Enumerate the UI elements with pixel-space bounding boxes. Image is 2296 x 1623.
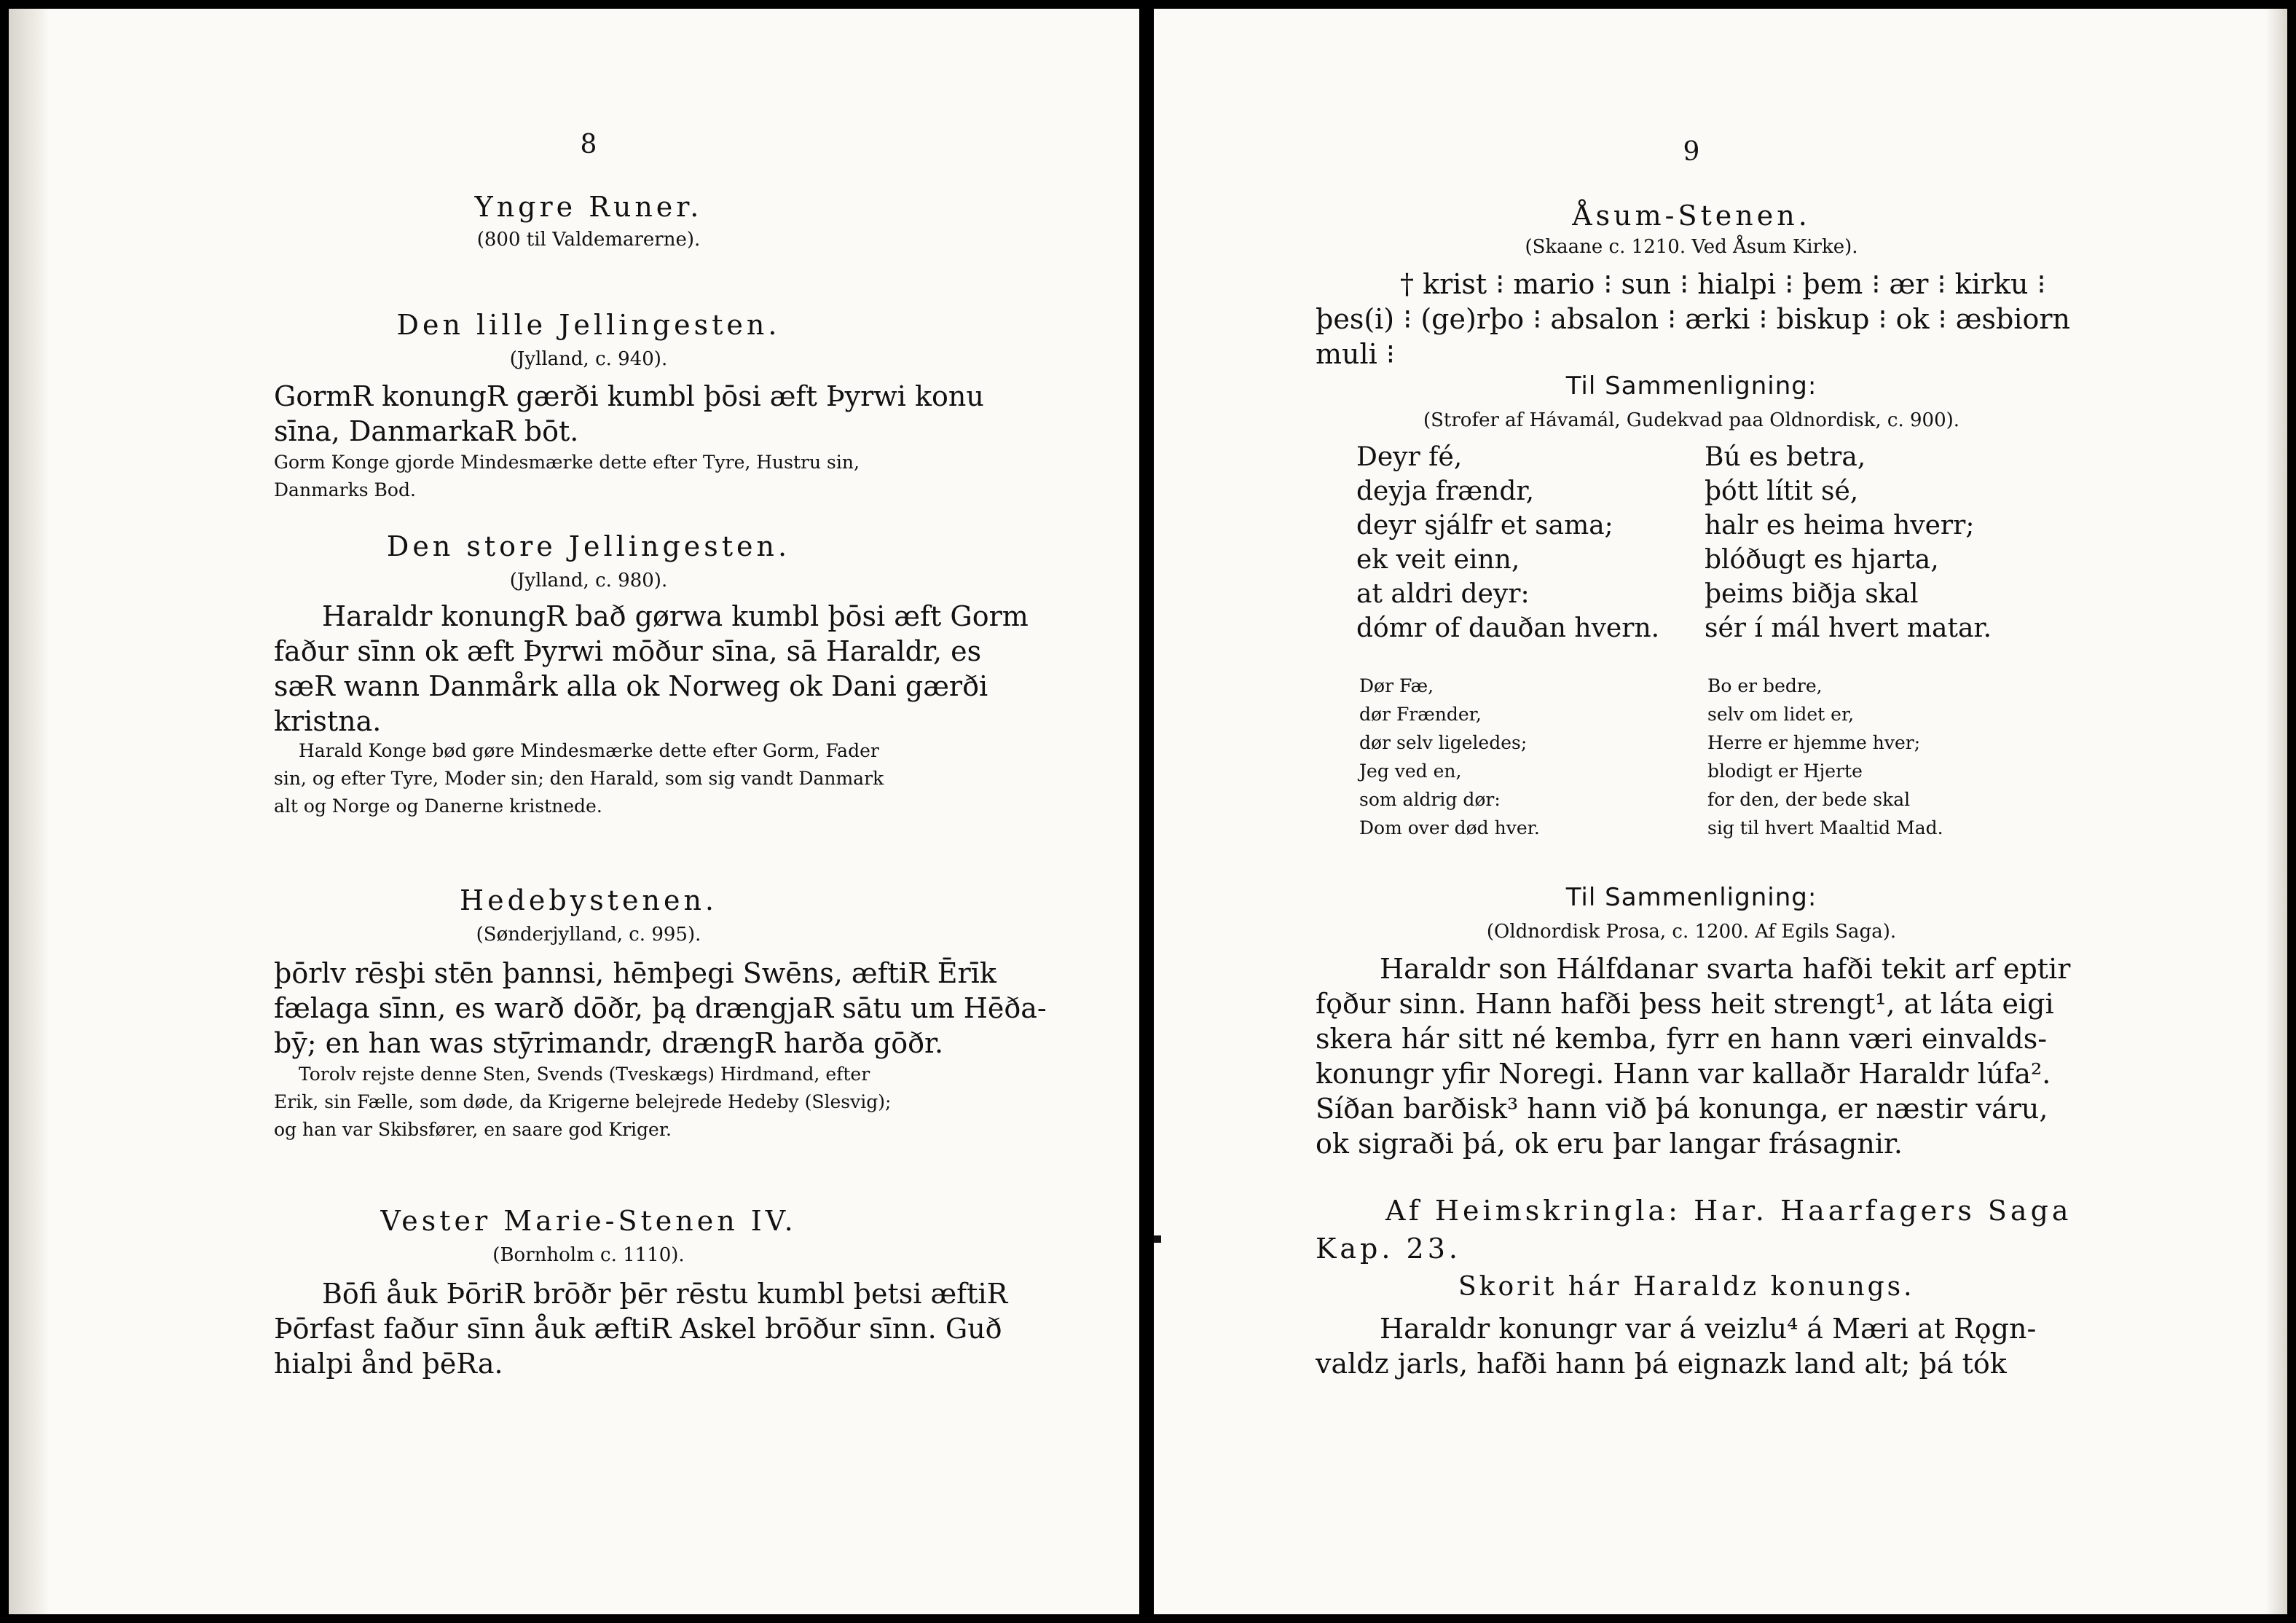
- text-line: fælaga sīnn, es warð dōðr, þą drængjaR sātu um Hēða-: [274, 992, 1047, 1024]
- verse-line: Dom over død hver.: [1359, 817, 1540, 838]
- scan-mark: [1154, 1235, 1161, 1243]
- danish-translation: [274, 449, 991, 504]
- verse-line: selv om lidet er,: [1707, 704, 1855, 725]
- prose-text: [1316, 986, 2139, 1161]
- section-subtitle: (Jylland, c. 980).: [509, 570, 668, 592]
- text-line: Torolv rejste denne Sten, Svends (Tveskægs) Hirdmand, efter: [299, 1064, 870, 1085]
- page-edge-shadow: [2265, 9, 2287, 1614]
- text-line: muli ⁝: [1316, 338, 1395, 370]
- chapter-subtitle: (800 til Valdemarerne).: [476, 229, 701, 251]
- text-line: ok sigraði þá, ok eru þar langar frásagnir.: [1316, 1128, 1903, 1160]
- verse-line: blodigt er Hjerte: [1707, 761, 1863, 782]
- runic-transliteration: [1400, 267, 2139, 302]
- danish-translation: [274, 765, 991, 820]
- prose-text: [1380, 1311, 2139, 1346]
- verse-line: þeims biðja skal: [1705, 579, 1919, 609]
- text-line: Haraldr son Hálfdanar svarta hafði tekit arf eptir: [1380, 953, 2071, 985]
- heading: Kap. 23.: [1316, 1233, 1461, 1265]
- verse-line: for den, der bede skal: [1707, 789, 1911, 810]
- text-line: sīna, DanmarkaR bōt.: [274, 415, 579, 447]
- text-line: kristna.: [274, 705, 382, 737]
- section-title: Åsum-Stenen.: [1572, 200, 1811, 232]
- verse-line: þótt lítit sé,: [1705, 476, 1859, 506]
- heading: Af Heimskringla: Har. Haarfagers Saga: [1385, 1195, 2072, 1227]
- runic-transliteration: [274, 956, 1047, 1061]
- verse-line: dør selv ligeledes;: [1359, 732, 1528, 753]
- verse-line: Bo er bedre,: [1707, 675, 1823, 696]
- text-line: Harald Konge bød gøre Mindesmærke dette efter Gorm, Fader: [299, 740, 879, 761]
- section-subtitle: (Sønderjylland, c. 995).: [476, 924, 701, 946]
- prose-text: [1316, 1346, 2139, 1381]
- right-page: [1154, 9, 2287, 1614]
- verse-line: sig til hvert Maaltid Mad.: [1707, 817, 1943, 838]
- verse-line: Dør Fæ,: [1359, 675, 1434, 696]
- section-title: Den lille Jellingesten.: [396, 309, 781, 341]
- text-line: Bōfi åuk ÞōriR brōðr þēr rēstu kumbl þetsi æftiR: [322, 1278, 1008, 1310]
- text-line: alt og Norge og Danerne kristnede.: [274, 795, 602, 817]
- text-line: sæR wann Danmårk alla ok Norweg ok Dani gærði: [274, 670, 988, 702]
- text-line: Haraldr konungR bað gørwa kumbl þōsi æft Gorm: [322, 600, 1029, 632]
- text-line: GormR konungR gærði kumbl þōsi æft Þyrwi konu: [274, 380, 984, 412]
- text-line: faður sīnn ok æft Þyrwi mōður sīna, sā Haraldr, es: [274, 635, 982, 667]
- runic-transliteration: [322, 599, 1029, 634]
- verse-line: ek veit einn,: [1356, 545, 1520, 575]
- section-subtitle: (Oldnordisk Prosa, c. 1200. Af Egils Saga).: [1486, 921, 1897, 943]
- runic-transliteration: [274, 379, 991, 449]
- section-subtitle: (Jylland, c. 940).: [509, 348, 668, 370]
- left-page: [9, 9, 1139, 1614]
- text-line: fǫður sinn. Hann hafði þess heit strengt¹, at láta eigi: [1316, 988, 2054, 1020]
- text-line: Þōrfast faður sīnn åuk æftiR Askel brōður sīnn. Guð: [274, 1313, 1002, 1345]
- verse-line: dør Frænder,: [1359, 704, 1482, 725]
- verse-line: Herre er hjemme hver;: [1707, 732, 1921, 753]
- prose-text: [1380, 951, 2139, 986]
- text-line: og han var Skibsfører, en saare god Kriger.: [274, 1119, 672, 1140]
- text-line: þes(i) ⁝ (ge)rþo ⁝ absalon ⁝ ærki ⁝ biskup ⁝ ok ⁝ æsbiorn: [1316, 303, 2071, 335]
- verse-translation-left: [1359, 672, 1540, 842]
- text-line: Síðan barðisk³ hann við þá konunga, er næstir váru,: [1316, 1093, 2048, 1125]
- text-line: skera hár sitt né kemba, fyrr en hann væri einvalds-: [1316, 1023, 2048, 1055]
- text-line: Danmarks Bod.: [274, 479, 416, 500]
- text-line: Erik, sin Fælle, som døde, da Krigerne belejrede Hedeby (Slesvig);: [274, 1091, 892, 1112]
- text-line: sin, og efter Tyre, Moder sin; den Harald, som sig vandt Danmark: [274, 768, 884, 789]
- verse-line: at aldri deyr:: [1356, 579, 1530, 609]
- page-number: 9: [1683, 137, 1700, 167]
- verse-line: deyr sjálfr et sama;: [1356, 511, 1613, 541]
- runic-transliteration: [1316, 302, 2139, 372]
- verse-line: dómr of dauðan hvern.: [1356, 613, 1660, 643]
- verse-translation-right: [1707, 672, 1943, 842]
- verse-line: Deyr fé,: [1356, 442, 1463, 472]
- section-subtitle: (Skaane c. 1210. Ved Åsum Kirke).: [1525, 236, 1858, 258]
- text-line: bȳ; en han was stȳrimandr, drængR harða gōðr.: [274, 1027, 944, 1059]
- subheading: Skorit hár Haraldz konungs.: [1458, 1272, 1915, 1302]
- verse-column-right: [1705, 440, 1992, 645]
- page-number: 8: [580, 130, 597, 160]
- verse-line: sér í mál hvert matar.: [1705, 613, 1992, 643]
- text-line: Haraldr konungr var á veizlu⁴ á Mæri at Rǫgn-: [1380, 1313, 2037, 1345]
- runic-transliteration: [274, 634, 991, 739]
- chapter-title: Yngre Runer.: [474, 191, 703, 223]
- text-line: Gorm Konge gjorde Mindesmærke dette efter Tyre, Hustru sin,: [274, 452, 860, 473]
- verse-line: som aldrig dør:: [1359, 789, 1501, 810]
- text-line: þōrlv rēsþi stēn þannsi, hēmþegi Swēns, æftiR Ērīk: [274, 957, 996, 989]
- verse-line: Jeg ved en,: [1359, 761, 1462, 782]
- section-title: Til Sammenligning:: [1565, 883, 1817, 912]
- danish-translation: [274, 1088, 991, 1144]
- danish-translation: [299, 1061, 991, 1088]
- text-line: valdz jarls, hafði hann þá eignazk land alt; þá tók: [1316, 1348, 2007, 1380]
- verse-line: blóðugt es hjarta,: [1705, 545, 1939, 575]
- section-subtitle: (Bornholm c. 1110).: [492, 1244, 685, 1266]
- text-line: konungr yfir Noregi. Hann var kallaðr Haraldr lúfa².: [1316, 1058, 2051, 1090]
- verse-line: halr es heima hverr;: [1705, 511, 1975, 541]
- danish-translation: [299, 737, 991, 765]
- verse-line: Bú es betra,: [1705, 442, 1866, 472]
- section-title: Den store Jellingesten.: [386, 530, 791, 562]
- text-line: hialpi ånd þēRa.: [274, 1348, 503, 1380]
- section-title: Vester Marie-Stenen IV.: [380, 1205, 797, 1237]
- runic-transliteration: [322, 1276, 1008, 1311]
- verse-line: deyja frændr,: [1356, 476, 1535, 506]
- page-edge-shadow: [9, 9, 50, 1614]
- verse-column-left: [1356, 440, 1659, 645]
- section-title: Til Sammenligning:: [1565, 372, 1817, 401]
- runic-transliteration: [274, 1311, 1002, 1381]
- section-subtitle: (Strofer af Hávamál, Gudekvad paa Oldnordisk, c. 900).: [1423, 409, 1960, 431]
- section-title: Hedebystenen.: [459, 884, 718, 916]
- text-line: † krist ⁝ mario ⁝ sun ⁝ hialpi ⁝ þem ⁝ ær ⁝ kirku ⁝: [1400, 268, 2046, 300]
